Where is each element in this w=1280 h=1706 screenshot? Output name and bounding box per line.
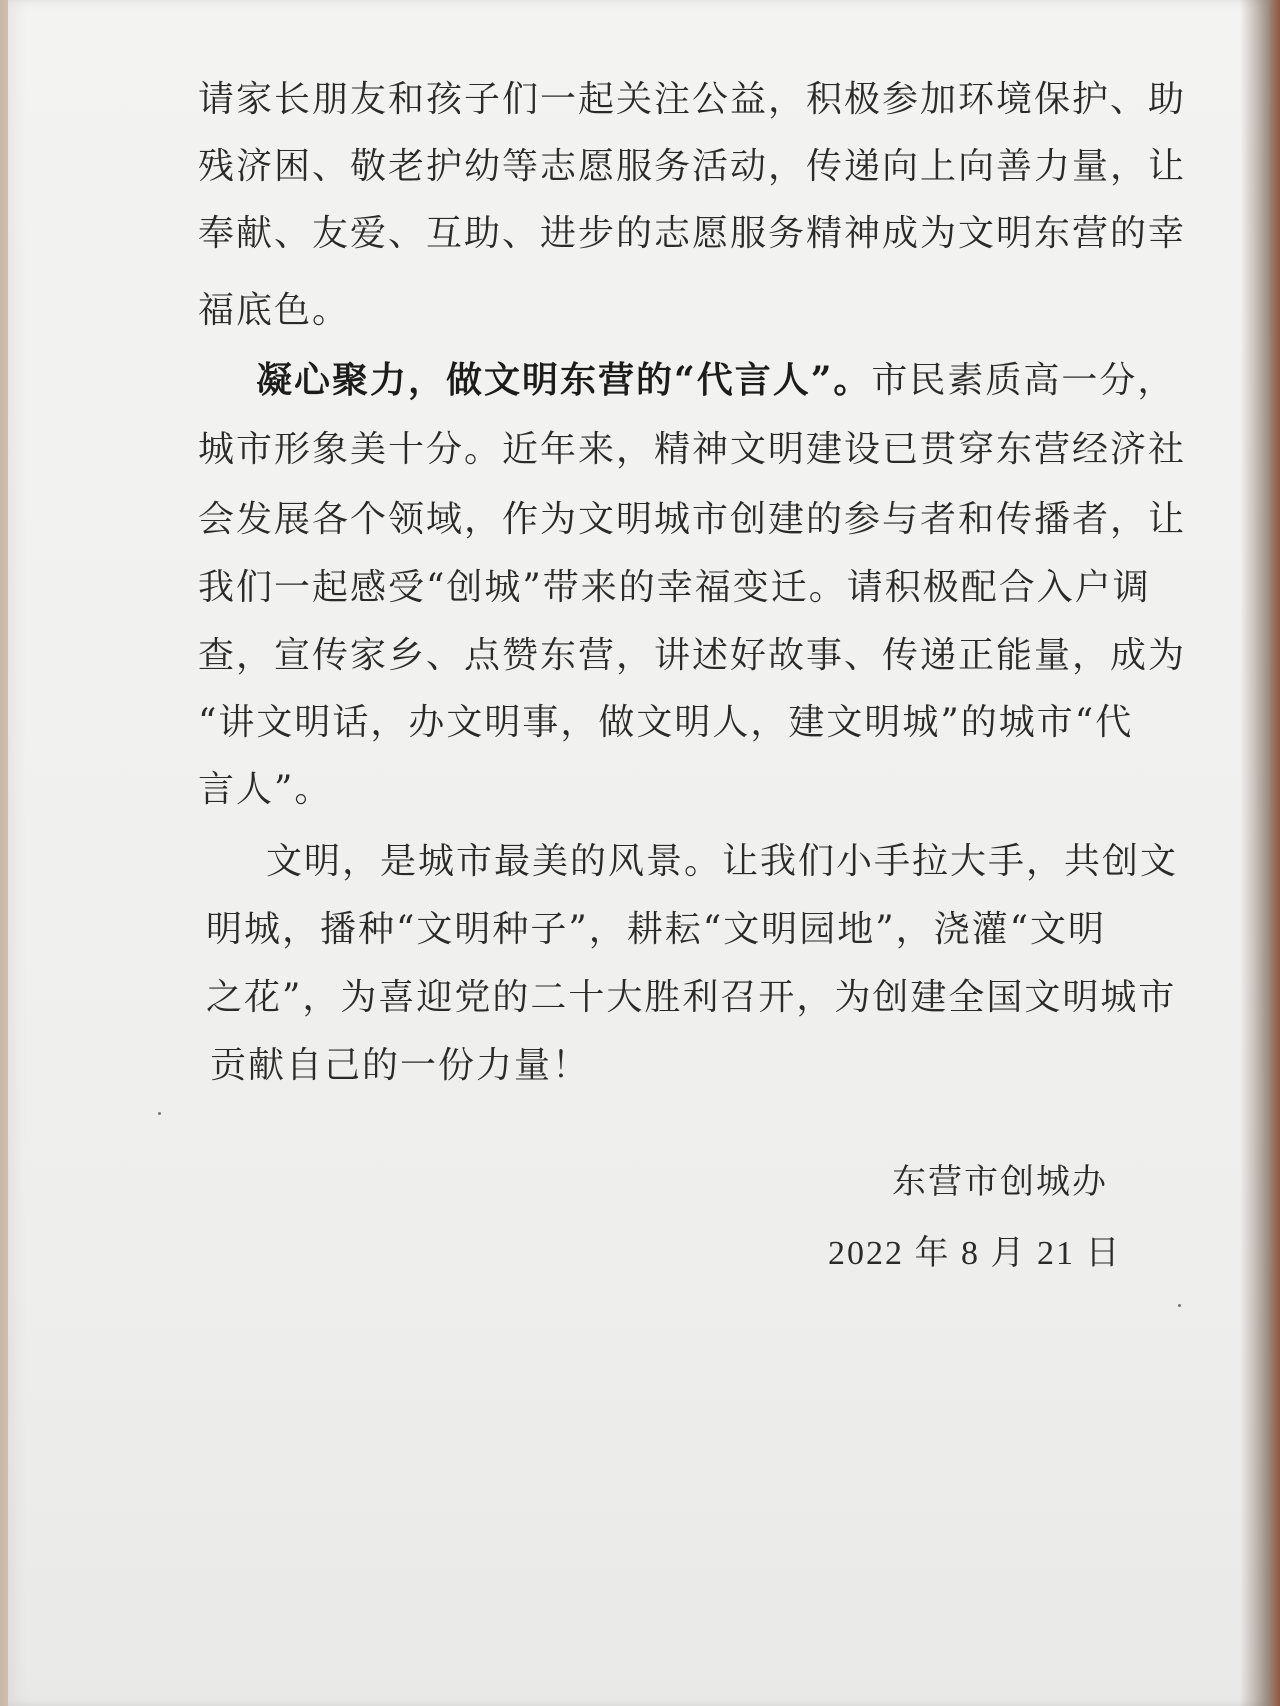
paper-speck	[1178, 1304, 1181, 1307]
paragraph-2-line-1	[256, 358, 1175, 403]
paragraph-2-line-2: 城市形象美十分。近年来，精神文明建设已贯穿东营经济社	[198, 429, 1187, 470]
paragraph-2-line-3: 会发展各个领域，作为文明城市创建的参与者和传播者，让	[198, 499, 1187, 540]
paper-sheet	[8, 0, 1270, 1706]
paragraph-1-line-4: 福底色。	[198, 290, 351, 331]
paragraph-1-line-1: 请家长朋友和孩子们一起关注公益，积极参加环境保护、助	[198, 79, 1187, 120]
paragraph-3-line-2: 明城，播种“文明种子”，耕耘“文明园地”，浇灌“文明	[206, 909, 1107, 950]
paragraph-2-heading-rest: 市民素质高一分，	[871, 360, 1176, 401]
paragraph-2-heading: 凝心聚力，做文明东营的“代言人”。	[256, 359, 872, 401]
paper-edge-shadow	[1240, 0, 1270, 1706]
paper-speck	[158, 1112, 161, 1115]
paragraph-2-line-4: 我们一起感受“创城”带来的幸福变迁。请积极配合入户调	[198, 567, 1151, 608]
issuer-name: 东营市创城办	[892, 1162, 1108, 1202]
paragraph-3-line-4: 贡献自己的一份力量！	[210, 1045, 591, 1086]
paragraph-3-line-3: 之花”，为喜迎党的二十大胜利召开，为创建全国文明城市	[206, 977, 1177, 1018]
paragraph-2-line-7: 言人”。	[198, 769, 333, 810]
paragraph-2-line-5: 查，宣传家乡、点赞东营，讲述好故事、传递正能量，成为	[198, 635, 1187, 676]
paragraph-1-line-3: 奉献、友爱、互助、进步的志愿服务精神成为文明东营的幸	[198, 213, 1187, 254]
paragraph-1-line-2: 残济困、敬老护幼等志愿服务活动，传递向上向善力量，让	[198, 146, 1187, 187]
issue-date: 2022 年 8 月 21 日	[828, 1235, 1122, 1272]
paragraph-2-line-6: “讲文明话，办文明事，做文明人，建文明城”的城市“代	[198, 702, 1134, 743]
paragraph-3-line-1: 文明，是城市最美的风景。让我们小手拉大手，共创文	[266, 841, 1179, 882]
